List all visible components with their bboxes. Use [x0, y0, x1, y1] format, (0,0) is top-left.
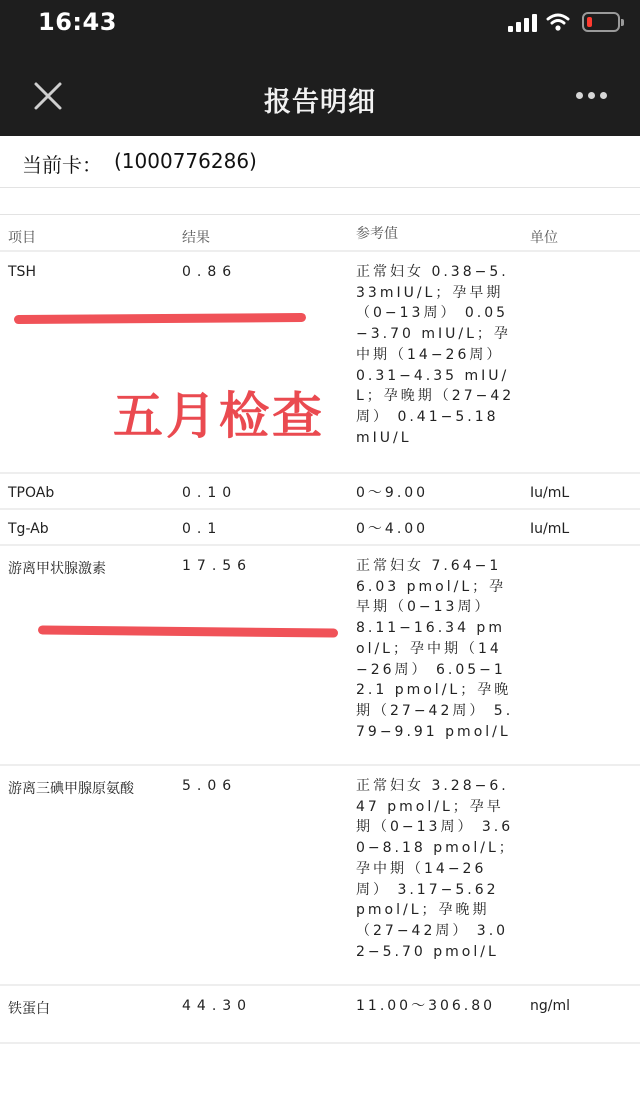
table-row: [0, 512, 640, 546]
table-row: [0, 768, 640, 986]
result-value: 5.06: [182, 778, 238, 794]
result-value: 0.86: [182, 264, 238, 280]
reference-range: 正常妇女 7.64−16.03 pmol/L；孕早期（0−13周） 8.11−16.34 pmol/L；孕中期（14−26周） 6.05−12.1 pmol/L；孕晚期（27−42周） 5.79−9.91 pmol/L: [356, 558, 514, 740]
item-name: TSH: [8, 264, 36, 280]
wifi-icon: [546, 12, 570, 32]
reference-range: 11.00～306.80: [356, 998, 496, 1014]
page-title: 报告明细: [264, 87, 376, 118]
card-label: 当前卡：: [22, 153, 102, 177]
header-item: 项目: [8, 230, 36, 246]
table-row: [0, 988, 640, 1044]
header-unit: 单位: [530, 230, 558, 246]
result-value: 0.10: [182, 485, 238, 501]
unit: Iu/mL: [530, 485, 570, 501]
header-reference: 参考值: [356, 226, 398, 242]
reference-range: 0～4.00: [356, 521, 429, 537]
card-value: (1000776286): [114, 149, 257, 173]
divider: [0, 214, 640, 215]
item-name: 铁蛋白: [8, 1001, 50, 1017]
item-name: TPOAb: [8, 485, 55, 501]
reference-range: 正常妇女 3.28−6.47 pmol/L；孕早期（0−13周） 3.60−8.18 pmol/L；孕中期（14−26周） 3.17−5.62 pmol/L；孕晚期（27−42周） 3.02−5.70 pmol/L: [356, 778, 516, 960]
item-name: 游离三碘甲腺原氨酸: [8, 781, 134, 797]
table-row: [0, 476, 640, 510]
header-result: 结果: [182, 230, 210, 246]
table-row: [0, 548, 640, 766]
reference-range: 正常妇女 0.38−5.33mIU/L；孕早期（0−13周） 0.05−3.70 mIU/L；孕中期（14−26周） 0.31−4.35 mIU/L；孕晚期（27−42周） 0.41−5.18 mIU/L: [356, 264, 515, 446]
more-dots-icon[interactable]: [570, 88, 614, 104]
annotation-text: 五月检查: [113, 387, 325, 445]
unit: ng/ml: [530, 998, 571, 1014]
reference-range: 0～9.00: [356, 485, 429, 501]
battery-low-icon: [582, 12, 620, 32]
table-header: [0, 218, 640, 252]
status-time: 16:43: [38, 8, 117, 36]
result-value: 0.1: [182, 521, 223, 537]
item-name: 游离甲状腺激素: [8, 561, 106, 577]
result-value: 44.30: [182, 998, 253, 1014]
item-name: Tg-Ab: [8, 521, 49, 537]
result-value: 17.56: [182, 558, 253, 574]
status-bar: [0, 0, 640, 50]
nav-bar: [0, 50, 640, 136]
unit: Iu/mL: [530, 521, 570, 537]
signal-bars-icon: [508, 14, 538, 32]
current-card-row: [0, 136, 640, 188]
